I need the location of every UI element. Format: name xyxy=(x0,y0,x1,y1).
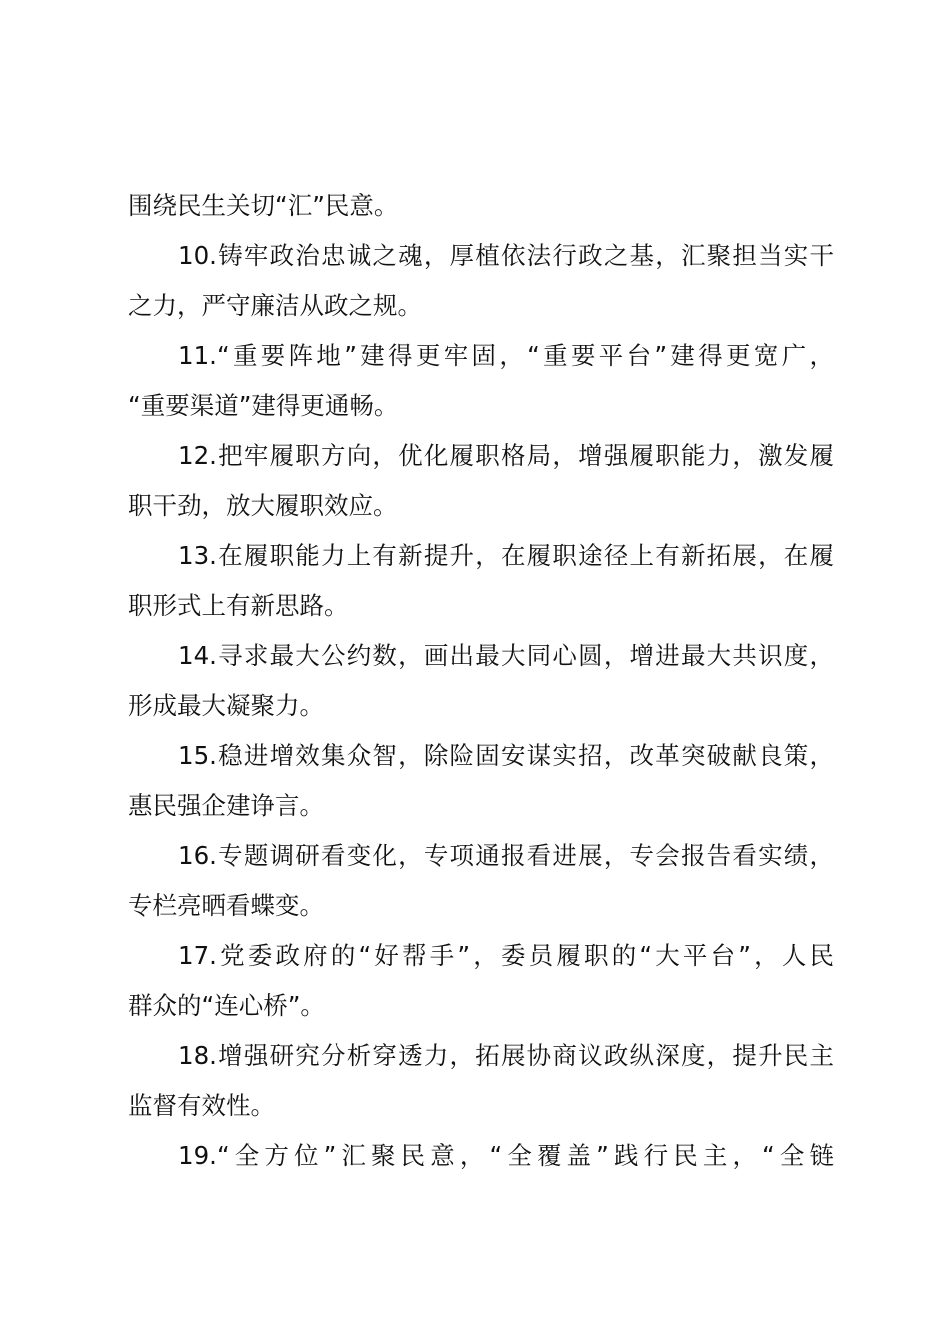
text-line: 群众的“连心桥”。 xyxy=(128,991,325,1020)
text-line: 15.稳进增效集众智，除险固安谋实招，改革突破献良策， xyxy=(178,741,834,770)
text-line: 专栏亮晒看蝶变。 xyxy=(128,891,324,920)
text-line: 10.铸牢政治忠诚之魂，厚植依法行政之基，汇聚担当实干 xyxy=(178,241,834,270)
text-line: 12.把牢履职方向，优化履职格局，增强履职能力，激发履 xyxy=(178,441,834,470)
text-line: 13.在履职能力上有新提升，在履职途径上有新拓展，在履 xyxy=(178,541,834,570)
text-line: 14.寻求最大公约数，画出最大同心圆，增进最大共识度， xyxy=(178,641,834,670)
text-line: 惠民强企建诤言。 xyxy=(128,791,324,820)
text-line: 18.增强研究分析穿透力，拓展协商议政纵深度，提升民主 xyxy=(178,1041,834,1070)
text-line: 11.“重要阵地”建得更牢固，“重要平台”建得更宽广， xyxy=(178,341,834,370)
text-line: 监督有效性。 xyxy=(128,1091,275,1120)
text-line: “重要渠道”建得更通畅。 xyxy=(128,391,399,420)
text-line: 形成最大凝聚力。 xyxy=(128,691,324,720)
text-line: 职干劲，放大履职效应。 xyxy=(128,491,398,520)
text-line: 之力，严守廉洁从政之规。 xyxy=(128,291,422,320)
text-line: 职形式上有新思路。 xyxy=(128,591,349,620)
body-text xyxy=(128,181,834,1181)
text-line: 17.党委政府的“好帮手”，委员履职的“大平台”，人民 xyxy=(178,941,834,970)
text-line: 16.专题调研看变化，专项通报看进展，专会报告看实绩， xyxy=(178,841,834,870)
text-line: 19.“全方位”汇聚民意，“全覆盖”践行民主，“全链 xyxy=(178,1141,834,1170)
text-line: 围绕民生关切“汇”民意。 xyxy=(128,191,399,220)
